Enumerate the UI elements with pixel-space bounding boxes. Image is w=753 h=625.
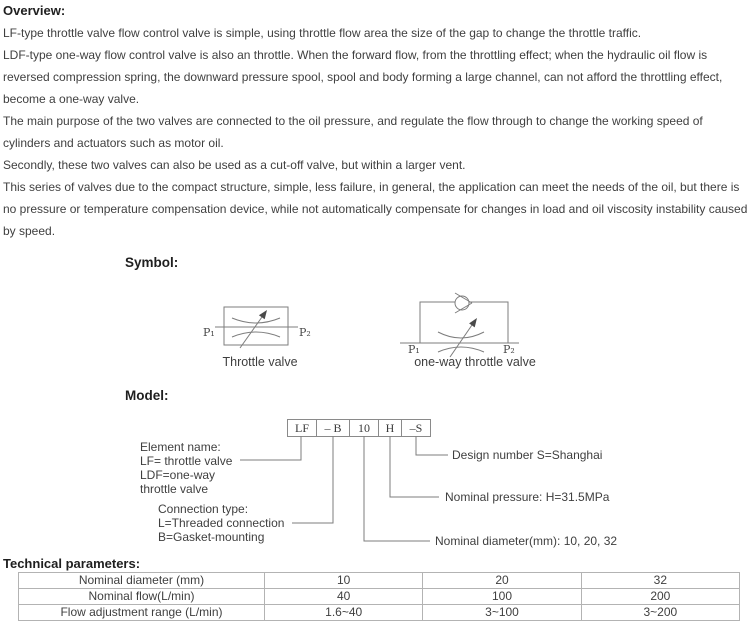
- model-code-cell-connection: – B: [317, 420, 350, 436]
- overview-paragraph-5: This series of valves due to the compact structure, simple, less failure, in general, the application can meet the needs of the oil, but there is no pressure or temperature compensation device, while not automatically compensate for changes in load and oil viscosity instability caused by speed.: [3, 180, 748, 238]
- nominal-diameter-label: Nominal diameter(mm): 10, 20, 32: [435, 534, 618, 548]
- table-row: [19, 605, 740, 621]
- cell-value: 1.6~40: [265, 605, 423, 621]
- connection-type-line: B=Gasket-mounting: [158, 530, 265, 544]
- model-code-cell-diameter: 10: [350, 420, 379, 436]
- cell-value: 100: [423, 589, 581, 605]
- connector-nominal-pressure: [390, 436, 439, 497]
- port-label-p1: P₁: [408, 343, 420, 356]
- element-name-line: Element name:: [140, 440, 221, 454]
- overview-section: [3, 0, 750, 242]
- connection-type-line: L=Threaded connection: [158, 516, 285, 530]
- cell-value: 3~200: [581, 605, 739, 621]
- cell-value: 40: [265, 589, 423, 605]
- restrictor-arc-bottom: [232, 332, 280, 337]
- element-name-label: [140, 440, 232, 496]
- element-name-line: LF= throttle valve: [140, 454, 233, 468]
- check-valve-ball-icon: [455, 296, 469, 310]
- cell-value: 200: [581, 589, 739, 605]
- model-code-boxes: [287, 419, 431, 437]
- adjustment-arrow-shaft: [450, 325, 472, 357]
- element-name-line: throttle valve: [140, 482, 209, 496]
- row-label: Nominal diameter (mm): [19, 573, 265, 589]
- connection-type-label: [158, 502, 284, 544]
- table-row: [19, 573, 740, 589]
- port-label-p1: P₁: [203, 326, 215, 339]
- connector-design-number: [416, 436, 448, 455]
- cell-value: 3~100: [423, 605, 581, 621]
- technical-parameters-table: [18, 572, 740, 621]
- port-label-p2: P₂: [299, 326, 311, 339]
- design-number-label: Design number S=Shanghai: [452, 448, 603, 462]
- adjustment-arrow-head: [259, 310, 267, 319]
- element-name-line: LDF=one-way: [140, 468, 216, 482]
- model-connector-lines: [0, 436, 753, 548]
- throttle-valve-caption: Throttle valve: [222, 355, 298, 369]
- connector-nominal-diameter: [364, 436, 430, 541]
- nominal-pressure-label: Nominal pressure: H=31.5MPa: [445, 490, 610, 504]
- one-way-valve-caption: one-way throttle valve: [414, 355, 536, 369]
- port-label-p2: P₂: [503, 343, 515, 356]
- model-heading: Model:: [125, 388, 169, 403]
- overview-heading: Overview:: [3, 3, 66, 18]
- symbol-heading: Symbol:: [125, 255, 179, 270]
- overview-paragraph-2: LDF-type one-way flow control valve is also an throttle. When the forward flow, from the throttling effect; when the hydraulic oil flow is reversed compression spring, the downward pressure spool, spool and body forming a large channel, can not afford the throttling effect, become a one-way valve.: [3, 48, 723, 106]
- cell-value: 32: [581, 573, 739, 589]
- adjustment-arrow-head: [469, 318, 477, 327]
- cell-value: 10: [265, 573, 423, 589]
- connector-element-name: [240, 436, 301, 460]
- technical-parameters-heading: Technical parameters:: [3, 556, 141, 571]
- model-code-cell-element: LF: [288, 420, 317, 436]
- restrictor-arc-top: [232, 318, 280, 323]
- model-code-cell-pressure: H: [379, 420, 402, 436]
- restrictor-arc-top: [438, 332, 484, 338]
- table-row: [19, 589, 740, 605]
- overview-paragraph-4: Secondly, these two valves can also be used as a cut-off valve, but within a larger vent.: [3, 158, 466, 172]
- row-label: Nominal flow(L/min): [19, 589, 265, 605]
- cell-value: 20: [423, 573, 581, 589]
- restrictor-arc-bottom: [438, 347, 484, 352]
- overview-paragraph-3: The main purpose of the two valves are connected to the oil pressure, and regulate the flow through to change the working speed of cylinders and actuators such as motor oil.: [3, 114, 703, 150]
- connector-connection-type: [292, 436, 333, 523]
- row-label: Flow adjustment range (L/min): [19, 605, 265, 621]
- connection-type-line: Connection type:: [158, 502, 249, 516]
- overview-paragraph-1: LF-type throttle valve flow control valve is simple, using throttle flow area the size of the gap to change the throttle traffic.: [3, 26, 642, 40]
- model-code-cell-design: –S: [409, 421, 423, 435]
